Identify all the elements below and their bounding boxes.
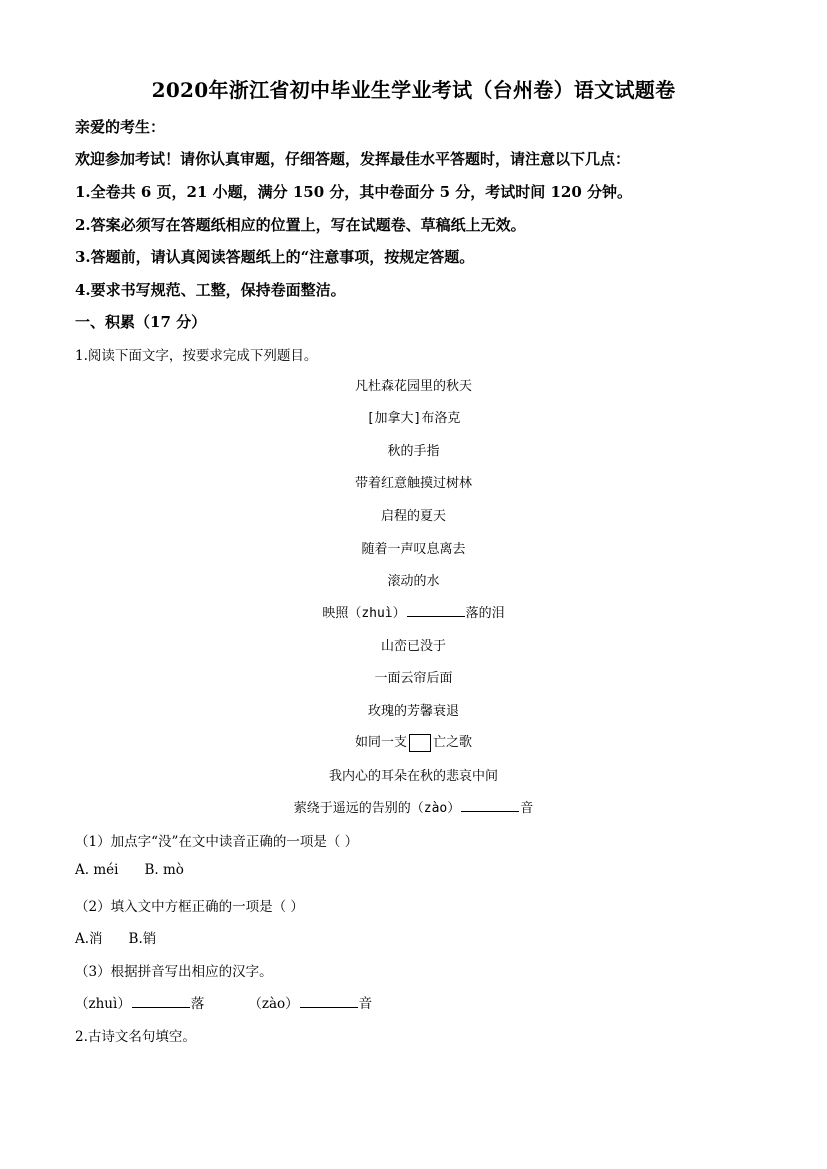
- poem-line: 启程的夏天: [380, 509, 446, 524]
- greeting: 亲爱的考生：: [75, 118, 166, 136]
- note-3: 3.答题前，请认真阅读答题纸上的“注意事项，按规定答题。: [75, 248, 475, 266]
- sub-question-1-options: [75, 862, 210, 878]
- answer-blank-zhui[interactable]: [132, 995, 190, 1008]
- note-4: 4.要求书写规范、工整，保持卷面整洁。: [75, 281, 346, 299]
- sub-question-3-blanks: [75, 992, 372, 1012]
- welcome-text: 欢迎参加考试！请你认真审题，仔细答题，发挥最佳水平答题时，请注意以下几点：: [75, 150, 631, 168]
- poem-text: 亡之歌: [433, 735, 473, 750]
- poem-text: 映照（zhuì）: [322, 606, 406, 621]
- option-b: B.销: [128, 931, 157, 947]
- poem-line: 玫瑰的芳馨衰退: [367, 704, 459, 719]
- fill-blank[interactable]: [407, 604, 465, 617]
- poem-line-zhui: [0, 602, 827, 621]
- answer-box[interactable]: [409, 734, 431, 752]
- section-heading: 一、积累（17 分）: [75, 313, 207, 331]
- pinyin-zao: （zào）: [248, 996, 299, 1012]
- poem-text: 音: [520, 801, 534, 816]
- pinyin-zhui: （zhuì）: [75, 996, 131, 1012]
- note-2: 2.答案必须写在答题纸相应的位置上，写在试题卷、草稿纸上无效。: [75, 216, 526, 234]
- sub-question-3: （3）根据拼音写出相应的汉字。: [75, 964, 273, 980]
- question-1-prompt: 1.阅读下面文字，按要求完成下列题目。: [75, 348, 318, 364]
- sub-question-2: （2）填入文中方框正确的一项是（ ）: [75, 899, 304, 915]
- answer-suffix: 落: [190, 996, 205, 1012]
- poem-line: 随着一声叹息离去: [361, 542, 466, 557]
- answer-blank-zao[interactable]: [300, 995, 358, 1008]
- poem-line: 一面云帘后面: [374, 671, 453, 686]
- option-a: A. méi: [75, 862, 119, 878]
- answer-suffix: 音: [358, 996, 373, 1012]
- poem-line: 秋的手指: [387, 444, 440, 459]
- poem-text: 落的泪: [465, 606, 505, 621]
- fill-blank[interactable]: [461, 799, 519, 812]
- poem-line: 山峦已没于: [380, 639, 446, 654]
- question-2-prompt: 2.古诗文名句填空。: [75, 1029, 196, 1045]
- sub-question-1: （1）加点字“没”在文中读音正确的一项是（ ）: [75, 834, 359, 850]
- note-1: 1.全卷共 6 页，21 小题，满分 150 分，其中卷面分 5 分，考试时间 120 分钟。: [75, 183, 633, 201]
- option-b: B. mò: [144, 862, 184, 878]
- poem-title: 凡杜森花园里的秋天: [354, 379, 472, 394]
- poem-line: 带着红意触摸过树林: [354, 476, 472, 491]
- poem-line: 我内心的耳朵在秋的悲哀中间: [328, 769, 498, 784]
- page-title: 2020年浙江省初中毕业生学业考试（台州卷）语文试题卷: [151, 78, 676, 102]
- poem-author: [加拿大]布洛克: [366, 411, 461, 426]
- poem-text: 萦绕于遥远的告别的（zào）: [293, 801, 461, 816]
- poem-line-box: [0, 731, 827, 752]
- poem-text: 如同一支: [354, 735, 407, 750]
- poem-line: 滚动的水: [387, 574, 440, 589]
- poem-line-zao: [0, 797, 827, 816]
- sub-question-2-options: [75, 927, 182, 947]
- option-a: A.消: [75, 931, 103, 947]
